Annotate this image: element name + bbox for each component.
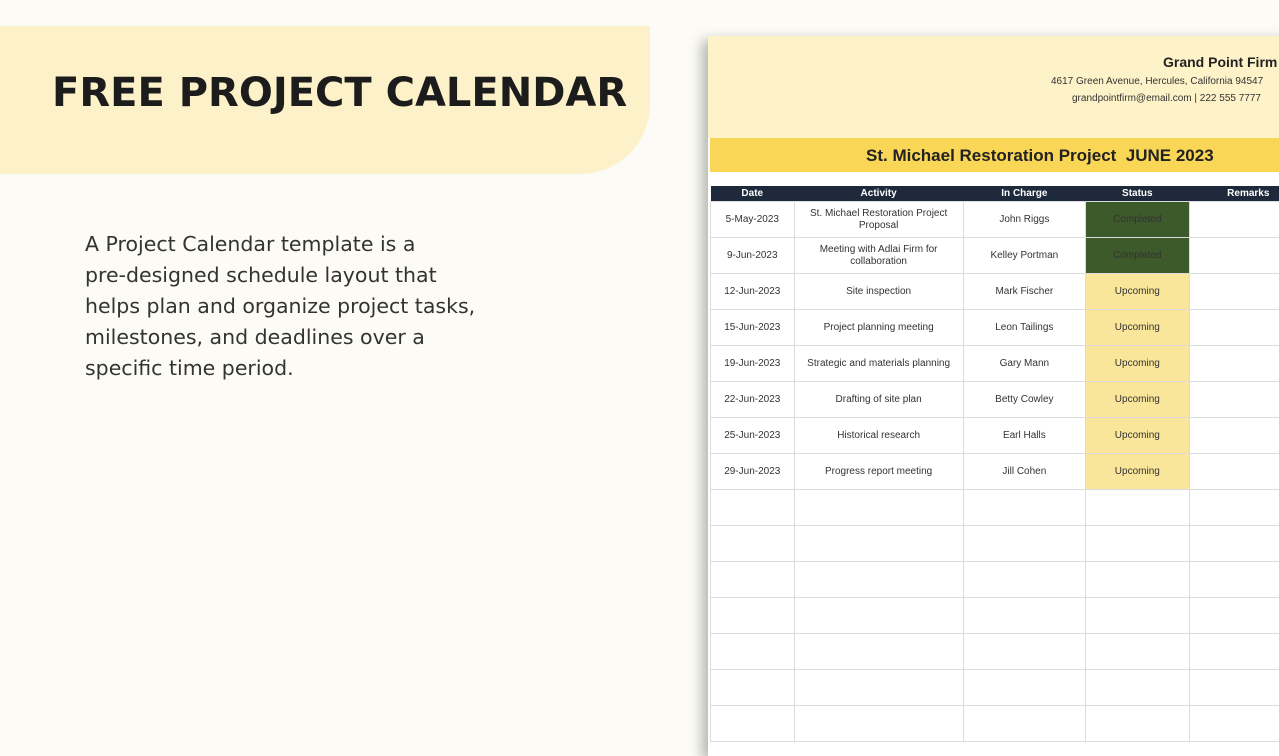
empty-row	[711, 634, 1279, 670]
activity-cell: Progress report meeting	[794, 454, 963, 490]
remarks-cell	[1189, 238, 1279, 274]
empty-cell	[711, 706, 795, 742]
empty-cell	[794, 526, 963, 562]
empty-cell	[711, 562, 795, 598]
date-cell: 29-Jun-2023	[711, 454, 795, 490]
company-address: 4617 Green Avenue, Hercules, California 94547	[1051, 76, 1263, 87]
empty-cell	[963, 634, 1085, 670]
empty-cell	[1086, 670, 1190, 706]
date-cell: 5-May-2023	[711, 202, 795, 238]
in-charge-cell: Leon Tailings	[963, 310, 1085, 346]
empty-cell	[711, 634, 795, 670]
schedule-table	[710, 186, 1279, 742]
table-row	[711, 274, 1279, 310]
empty-cell	[963, 562, 1085, 598]
empty-cell	[794, 634, 963, 670]
empty-cell	[1086, 634, 1190, 670]
table-row	[711, 202, 1279, 238]
company-name: Grand Point Firm	[1163, 54, 1277, 70]
column-header-date: Date	[711, 186, 795, 202]
date-cell: 9-Jun-2023	[711, 238, 795, 274]
empty-cell	[1086, 526, 1190, 562]
status-cell: Completed	[1086, 202, 1190, 238]
empty-cell	[1189, 670, 1279, 706]
empty-cell	[711, 598, 795, 634]
table-row	[711, 454, 1279, 490]
description-text: A Project Calendar template is a pre-designed schedule layout that helps plan and organize project tasks, milestones, and deadlines over a specific time period.	[85, 229, 545, 384]
status-cell: Upcoming	[1086, 346, 1190, 382]
remarks-cell	[1189, 310, 1279, 346]
page-title: FREE PROJECT CALENDAR	[52, 70, 627, 116]
empty-cell	[794, 670, 963, 706]
column-header-status: Status	[1086, 186, 1190, 202]
remarks-cell	[1189, 454, 1279, 490]
activity-cell: Site inspection	[794, 274, 963, 310]
table-row	[711, 346, 1279, 382]
in-charge-cell: John Riggs	[963, 202, 1085, 238]
empty-cell	[711, 526, 795, 562]
empty-cell	[963, 490, 1085, 526]
schedule-body	[711, 202, 1279, 742]
date-cell: 19-Jun-2023	[711, 346, 795, 382]
status-cell: Upcoming	[1086, 418, 1190, 454]
status-cell: Upcoming	[1086, 382, 1190, 418]
empty-cell	[1189, 562, 1279, 598]
empty-cell	[1086, 706, 1190, 742]
activity-cell: Project planning meeting	[794, 310, 963, 346]
empty-cell	[711, 490, 795, 526]
remarks-cell	[1189, 274, 1279, 310]
empty-cell	[1086, 562, 1190, 598]
table-header-row	[711, 186, 1279, 202]
activity-cell: Strategic and materials planning	[794, 346, 963, 382]
in-charge-cell: Jill Cohen	[963, 454, 1085, 490]
empty-row	[711, 490, 1279, 526]
table-row	[711, 418, 1279, 454]
empty-row	[711, 598, 1279, 634]
empty-cell	[963, 706, 1085, 742]
empty-cell	[963, 526, 1085, 562]
empty-cell	[1189, 526, 1279, 562]
date-cell: 12-Jun-2023	[711, 274, 795, 310]
empty-cell	[1189, 598, 1279, 634]
empty-cell	[794, 490, 963, 526]
empty-cell	[794, 562, 963, 598]
empty-cell	[1189, 490, 1279, 526]
empty-cell	[711, 670, 795, 706]
empty-cell	[794, 598, 963, 634]
date-cell: 15-Jun-2023	[711, 310, 795, 346]
empty-row	[711, 562, 1279, 598]
empty-cell	[1086, 490, 1190, 526]
remarks-cell	[1189, 382, 1279, 418]
table-row	[711, 382, 1279, 418]
company-contact: grandpointfirm@email.com | 222 555 7777	[1072, 93, 1261, 104]
status-cell: Upcoming	[1086, 274, 1190, 310]
project-title: St. Michael Restoration Project JUNE 2023	[866, 146, 1214, 166]
project-title-bar	[710, 138, 1279, 172]
table-row	[711, 310, 1279, 346]
empty-cell	[1189, 634, 1279, 670]
sheet-header	[708, 36, 1279, 138]
activity-cell: Drafting of site plan	[794, 382, 963, 418]
remarks-cell	[1189, 202, 1279, 238]
empty-row	[711, 670, 1279, 706]
empty-row	[711, 706, 1279, 742]
template-preview-sheet	[708, 36, 1279, 756]
in-charge-cell: Betty Cowley	[963, 382, 1085, 418]
activity-cell: St. Michael Restoration Project Proposal	[794, 202, 963, 238]
empty-cell	[794, 706, 963, 742]
in-charge-cell: Gary Mann	[963, 346, 1085, 382]
status-cell: Upcoming	[1086, 454, 1190, 490]
column-header-remarks: Remarks	[1189, 186, 1279, 202]
remarks-cell	[1189, 418, 1279, 454]
table-row	[711, 238, 1279, 274]
in-charge-cell: Earl Halls	[963, 418, 1085, 454]
in-charge-cell: Kelley Portman	[963, 238, 1085, 274]
remarks-cell	[1189, 346, 1279, 382]
date-cell: 25-Jun-2023	[711, 418, 795, 454]
status-cell: Upcoming	[1086, 310, 1190, 346]
activity-cell: Meeting with Adlai Firm for collaboration	[794, 238, 963, 274]
empty-cell	[1086, 598, 1190, 634]
activity-cell: Historical research	[794, 418, 963, 454]
empty-cell	[963, 670, 1085, 706]
status-cell: Completed	[1086, 238, 1190, 274]
column-header-in-charge: In Charge	[963, 186, 1085, 202]
column-header-activity: Activity	[794, 186, 963, 202]
in-charge-cell: Mark Fischer	[963, 274, 1085, 310]
empty-cell	[1189, 706, 1279, 742]
empty-row	[711, 526, 1279, 562]
empty-cell	[963, 598, 1085, 634]
date-cell: 22-Jun-2023	[711, 382, 795, 418]
